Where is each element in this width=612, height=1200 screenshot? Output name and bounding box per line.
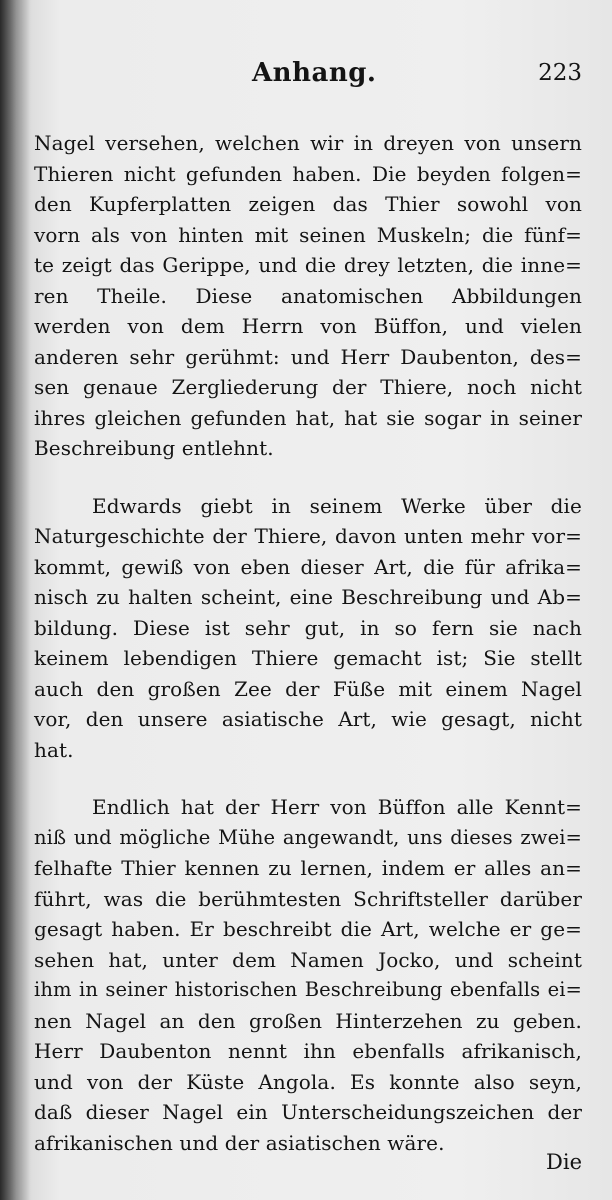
text-line: Naturgeschichte der Thiere, davon unten mehr vor= [34,524,582,548]
text-line: anderen sehr gerühmt: und Herr Daubenton, des= [34,344,582,369]
text-line: führt, was die berühmtesten Schriftsteller darüber [34,886,582,911]
paragraph-gap [34,765,582,792]
paragraph-gap [34,464,582,491]
text-line: ihres gleichen gefunden hat, hat sie sogar in seiner [34,405,582,430]
text-line: auch den großen Zee der Füße mit einem Nagel [34,676,582,701]
text-line: sehen hat, unter dem Namen Jocko, und scheint [34,947,582,972]
page-header [34,58,582,98]
text-line: ihm in seiner historischen Beschreibung ebenfalls ei= [34,978,582,1001]
text-line: Beschreibung entlehnt. [34,436,274,460]
text-line: ren Theile. Diese anatomischen Abbildungen [34,283,582,308]
text-line: niß und mögliche Mühe angewandt, uns dieses zwei= [34,825,582,849]
page-number: 223 [538,60,582,86]
paragraph-3 [34,792,582,1158]
paragraph-2 [34,491,582,766]
paragraph-1 [34,128,582,464]
text-line: werden von dem Herrn von Büffon, und vielen [34,314,582,338]
text-line: Endlich hat der Herr von Büffon alle Kennt= [92,795,582,819]
text-line: und von der Küste Angola. Es konnte also seyn, [34,1069,582,1094]
text-line: sen genaue Zergliederung der Thiere, noch nicht [34,375,582,399]
body-text [34,128,582,1158]
text-line: Nagel versehen, welchen wir in dreyen von unsern [34,131,582,155]
text-line: daß dieser Nagel ein Unterscheidungszeichen der [34,1100,582,1124]
gutter-shadow [0,0,30,1200]
catchword: Die [546,1150,582,1174]
text-line: gesagt haben. Er beschreibt die Art, welche er ge= [34,917,582,941]
text-line: Herr Daubenton nennt ihn ebenfalls afrikanisch, [34,1039,582,1063]
text-line: kommt, gewiß von eben dieser Art, die für afrika= [34,554,582,579]
text-line: nen Nagel an den großen Hinterzehen zu geben. [34,1008,582,1033]
text-line: felhafte Thier kennen zu lernen, indem er alles an= [34,856,582,880]
text-line: nisch zu halten scheint, eine Beschreibung und Ab= [34,585,582,609]
text-line: den Kupferplatten zeigen das Thier sowohl von [34,192,582,216]
text-line: Thieren nicht gefunden haben. Die beyden folgen= [34,161,582,186]
text-line: afrikanischen und der asiatischen wäre. [34,1130,445,1155]
text-line: bildung. Diese ist sehr gut, in so fern sie nach [34,615,582,640]
text-line: keinem lebendigen Thiere gemacht ist; Sie stellt [34,646,582,670]
text-line: te zeigt das Gerippe, und die drey letzten, die inne= [34,253,582,277]
text-line: hat. [34,737,74,762]
text-line: vor, den unsere asiatische Art, wie gesagt, nicht [34,707,582,731]
running-head: Anhang. [252,58,377,88]
text-line: vorn als von hinten mit seinen Muskeln; die fünf= [34,222,582,247]
text-line: Edwards giebt in seinem Werke über die [92,493,582,518]
